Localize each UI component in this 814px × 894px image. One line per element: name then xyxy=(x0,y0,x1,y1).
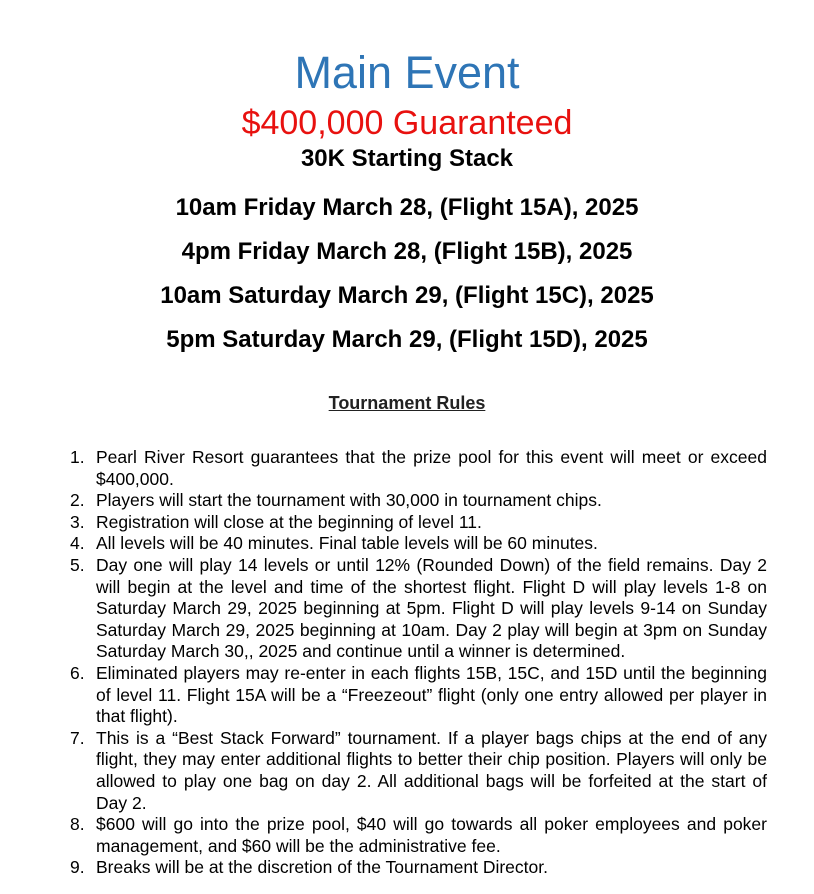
rule-number: 4. xyxy=(70,533,85,554)
rule-number: 1. xyxy=(70,447,85,467)
list-item xyxy=(62,447,767,490)
rules-list xyxy=(62,447,767,879)
flight-15b: 4pm Friday March 28, (Flight 15B), 2025 xyxy=(181,238,633,265)
list-item xyxy=(62,857,767,879)
list-item xyxy=(62,555,767,663)
guarantee-amount: $400,000 Guaranteed xyxy=(241,104,573,142)
rule-text: Breaks will be at the discretion of the Tournament Director. xyxy=(96,857,548,878)
rule-number: 6. xyxy=(70,662,85,683)
rule-number: 9. xyxy=(70,857,85,878)
rule-text: $600 will go into the prize pool, $40 will go towards all poker employees and poker management, and $60 will be the administrative fee. xyxy=(96,814,767,856)
rule-text: Day one will play 14 levels or until 12% (Rounded Down) of the field remains. Day 2 will begin at the level and time of the shortest flight. Flight D will play levels 1-8 on Saturday March 29, 2025 beginning at 5pm. Flight D will play levels 9-14 on Sunday Saturday March 29, 2025 beginning at 10am. Day 2 play will begin at 3pm on Sunday Saturday March 30,, 2025 and continue until a winner is determined. xyxy=(96,554,767,662)
flight-schedule xyxy=(0,186,814,362)
page-title: Main Event xyxy=(294,47,520,98)
list-item xyxy=(62,728,767,814)
rule-text: Players will start the tournament with 30,000 in tournament chips. xyxy=(96,490,602,511)
list-item xyxy=(62,533,767,555)
rule-number: 7. xyxy=(70,727,85,748)
rule-number: 5. xyxy=(70,554,85,575)
list-item xyxy=(62,814,767,857)
flight-15a: 10am Friday March 28, (Flight 15A), 2025 xyxy=(175,194,639,221)
rule-text: Pearl River Resort guarantees that the prize pool for this event will meet or exceed $400,000. xyxy=(96,447,767,489)
rule-text: Eliminated players may re-enter in each flights 15B, 15C, and 15D until the beginning of level 11. Flight 15A will be a “Freezeout” flight (only one entry allowed per player in that flight). xyxy=(96,662,767,727)
rule-number: 3. xyxy=(70,511,85,532)
list-item xyxy=(62,512,767,534)
rule-number: 8. xyxy=(70,814,85,835)
rule-number: 2. xyxy=(70,490,85,511)
list-item xyxy=(62,490,767,512)
starting-stack: 30K Starting Stack xyxy=(300,145,514,172)
flight-15c: 10am Saturday March 29, (Flight 15C), 2025 xyxy=(160,282,654,309)
rule-text: This is a “Best Stack Forward” tournament. If a player bags chips at the end of any flight, they may enter additional flights to better their chip position. Players will only be allowed to play one bag on day 2. All additional bags will be forfeited at the start of Day 2. xyxy=(96,727,767,813)
rule-text: All levels will be 40 minutes. Final table levels will be 60 minutes. xyxy=(96,533,598,554)
rule-text: Registration will close at the beginning of level 11. xyxy=(96,511,482,532)
rules-heading: Tournament Rules xyxy=(328,393,486,413)
list-item xyxy=(62,663,767,728)
flight-15d: 5pm Saturday March 29, (Flight 15D), 2025 xyxy=(166,326,648,353)
